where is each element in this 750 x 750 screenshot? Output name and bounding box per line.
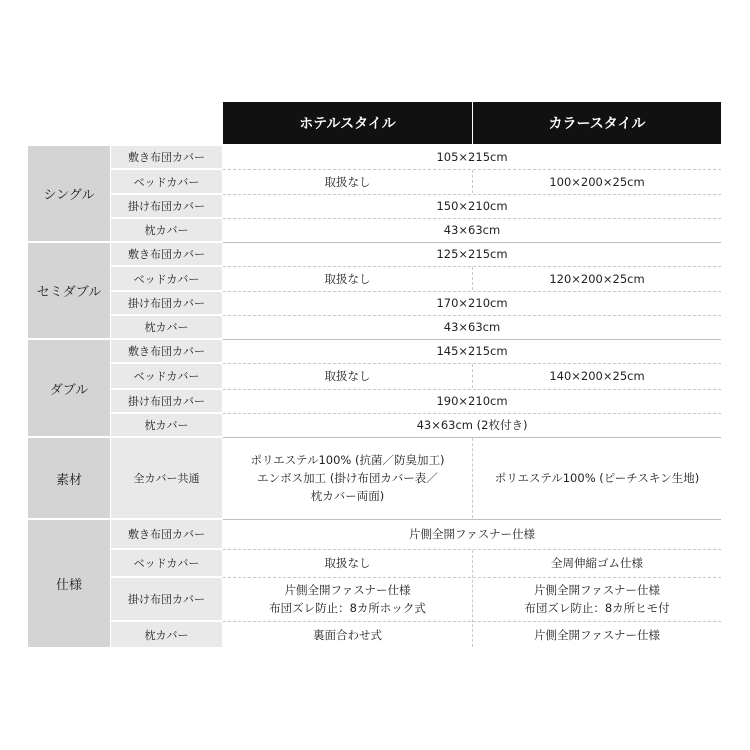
spec-bed-color: 全周伸縮ゴム仕様 bbox=[551, 556, 643, 570]
row-label-bed: ベッドカバー bbox=[111, 267, 222, 290]
row-label-shikibuton: 敷き布団カバー bbox=[111, 340, 222, 362]
semidouble-pillow-size: 43×63cm bbox=[443, 320, 501, 334]
single-bed-color: 100×200×25cm bbox=[549, 174, 645, 189]
row-label-shikibuton: 敷き布団カバー bbox=[111, 520, 222, 548]
row-label-kakebuton: 掛け布団カバー bbox=[111, 195, 222, 217]
semidouble-shikibuton-size: 125×215cm bbox=[436, 247, 508, 261]
row-label-pillow: 枕カバー bbox=[111, 219, 222, 241]
header-color-style: カラースタイル bbox=[473, 102, 721, 144]
material-color: ポリエステル100% (ピーチスキン生地) bbox=[494, 471, 700, 485]
spec-kakebuton-color bbox=[473, 578, 721, 620]
spec-kakebuton-color-line: 片側全開ファスナー仕様 bbox=[533, 583, 661, 597]
material-hotel bbox=[223, 438, 472, 518]
row-label-kakebuton: 掛け布団カバー bbox=[111, 578, 222, 620]
semidouble-bed-hotel: 取扱なし bbox=[324, 271, 371, 286]
spec-kakebuton-hotel bbox=[223, 578, 472, 620]
single-bed-hotel: 取扱なし bbox=[324, 174, 371, 189]
material-hotel-line: 枕カバー両面) bbox=[310, 489, 385, 503]
row-label-bed: ベッドカバー bbox=[111, 550, 222, 576]
row-label-pillow: 枕カバー bbox=[111, 414, 222, 436]
spec-kakebuton-hotel-line: 布団ズレ防止：8カ所ホック式 bbox=[269, 601, 426, 615]
group-semidouble: セミダブル bbox=[28, 243, 110, 338]
row-label-kakebuton: 掛け布団カバー bbox=[111, 390, 222, 412]
spec-pillow-color: 片側全開ファスナー仕様 bbox=[533, 627, 661, 642]
double-shikibuton-size: 145×215cm bbox=[436, 344, 508, 358]
single-kakebuton-size: 150×210cm bbox=[436, 199, 508, 213]
spec-bed-hotel: 取扱なし bbox=[324, 556, 371, 570]
double-kakebuton-size: 190×210cm bbox=[436, 394, 508, 408]
row-label-pillow: 枕カバー bbox=[111, 622, 222, 647]
spec-kakebuton-color-line: 布団ズレ防止：8カ所ヒモ付 bbox=[524, 601, 670, 615]
spec-kakebuton-hotel-line: 片側全開ファスナー仕様 bbox=[284, 583, 411, 597]
spec-pillow-hotel: 裏面合わせ式 bbox=[313, 627, 382, 642]
single-shikibuton-size: 105×215cm bbox=[436, 150, 508, 164]
material-hotel-line: エンボス加工 (掛け布団カバー表／ bbox=[257, 471, 438, 485]
semidouble-kakebuton-size: 170×210cm bbox=[436, 296, 508, 310]
row-label-bed: ベッドカバー bbox=[111, 170, 222, 193]
double-pillow-size: 43×63cm (2枚付き) bbox=[416, 418, 528, 432]
double-bed-color: 140×200×25cm bbox=[549, 369, 645, 383]
row-label-shikibuton: 敷き布団カバー bbox=[111, 243, 222, 265]
semidouble-bed-color: 120×200×25cm bbox=[549, 271, 645, 286]
header-hotel-style: ホテルスタイル bbox=[223, 102, 472, 144]
row-label-kakebuton: 掛け布団カバー bbox=[111, 292, 222, 314]
row-label-all-covers: 全カバー共通 bbox=[111, 438, 222, 518]
group-spec: 仕様 bbox=[28, 520, 110, 647]
row-label-pillow: 枕カバー bbox=[111, 316, 222, 338]
group-single: シングル bbox=[28, 146, 110, 241]
row-label-shikibuton: 敷き布団カバー bbox=[111, 146, 222, 168]
row-label-bed: ベッドカバー bbox=[111, 364, 222, 388]
spec-shikibuton: 片側全開ファスナー仕様 bbox=[408, 527, 536, 541]
double-bed-hotel: 取扱なし bbox=[324, 369, 371, 383]
material-hotel-line: ポリエステル100% (抗菌／防臭加工) bbox=[250, 453, 445, 467]
group-material: 素材 bbox=[28, 438, 110, 518]
single-pillow-size: 43×63cm bbox=[443, 223, 501, 237]
group-double: ダブル bbox=[28, 340, 110, 436]
